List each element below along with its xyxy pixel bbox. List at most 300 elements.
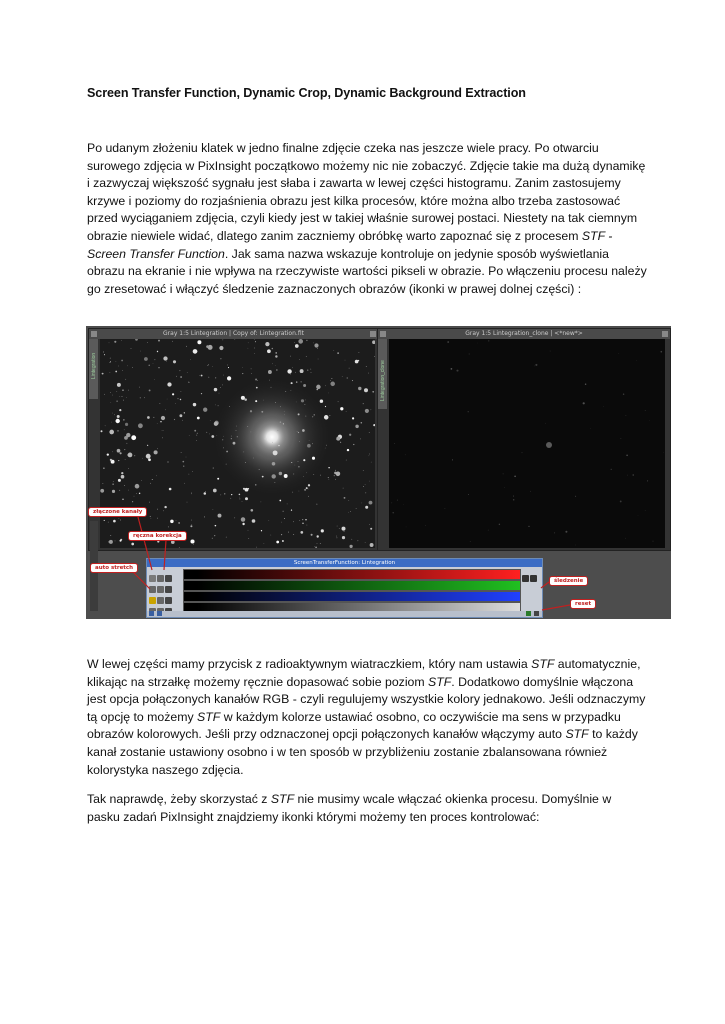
star: [336, 472, 341, 477]
star: [279, 472, 282, 475]
star: [119, 409, 121, 411]
star: [249, 538, 250, 539]
stf-dialog[interactable]: [146, 558, 543, 618]
star: [251, 373, 252, 374]
star: [166, 361, 167, 362]
star: [309, 440, 310, 441]
image-view-linear: [389, 339, 665, 548]
star: [342, 376, 343, 377]
star: [284, 518, 285, 519]
star: [218, 514, 222, 518]
star: [513, 496, 514, 497]
star: [336, 536, 337, 537]
star: [252, 519, 256, 523]
star: [119, 518, 120, 519]
star: [468, 494, 469, 495]
star: [132, 501, 133, 502]
star: [358, 540, 359, 541]
star: [470, 541, 471, 542]
star: [100, 489, 104, 493]
star: [311, 369, 312, 370]
reset-icon[interactable]: [534, 611, 539, 616]
star: [157, 509, 158, 510]
star: [154, 417, 155, 418]
window-menu-icon[interactable]: [91, 331, 97, 337]
star: [363, 486, 364, 487]
star: [128, 490, 129, 491]
star: [293, 474, 294, 475]
star: [167, 382, 171, 386]
star: [119, 490, 120, 491]
star: [182, 420, 183, 421]
paragraph-stf-options: [87, 656, 647, 779]
star: [234, 517, 235, 518]
star: [320, 543, 321, 544]
star: [231, 438, 232, 439]
star: [332, 378, 333, 379]
star: [284, 411, 285, 412]
star: [294, 342, 295, 343]
star: [303, 476, 304, 477]
star: [176, 376, 177, 377]
star: [342, 536, 345, 539]
star: [636, 360, 637, 361]
side-tab-label-right: Lintegration_clone: [380, 360, 386, 401]
star: [120, 539, 122, 541]
star: [149, 502, 150, 503]
star: [164, 506, 166, 508]
star: [456, 370, 458, 372]
star: [224, 493, 225, 494]
star: [157, 448, 158, 449]
star: [353, 444, 354, 445]
star: [301, 381, 302, 382]
star: [191, 494, 192, 495]
star: [314, 414, 315, 415]
star: [217, 435, 218, 436]
star: [226, 464, 227, 465]
star: [340, 407, 343, 410]
star: [236, 430, 237, 431]
star: [365, 493, 366, 494]
star: [284, 474, 288, 478]
star: [254, 353, 255, 354]
star: [298, 466, 300, 468]
side-tab-right[interactable]: [378, 339, 387, 409]
star: [186, 346, 187, 347]
star: [307, 444, 311, 448]
stf-titlebar: [147, 559, 542, 567]
star: [477, 343, 478, 344]
star: [151, 518, 152, 519]
star: [291, 462, 292, 463]
star: [125, 379, 126, 380]
star: [267, 349, 271, 353]
star: [248, 426, 249, 427]
star: [585, 384, 586, 385]
star: [647, 480, 648, 481]
star: [236, 426, 237, 427]
star: [268, 370, 272, 374]
star: [116, 361, 117, 362]
star: [242, 501, 243, 502]
star: [372, 391, 374, 393]
star: [330, 382, 335, 387]
star: [248, 348, 249, 349]
star: [326, 445, 327, 446]
star: [279, 500, 281, 502]
star: [125, 423, 128, 426]
stf-icons-row-1: [149, 569, 179, 578]
star: [311, 534, 313, 536]
star: [127, 366, 128, 367]
star: [365, 484, 366, 485]
star: [255, 341, 256, 342]
star: [223, 375, 224, 376]
star: [144, 357, 148, 361]
star: [275, 402, 276, 403]
star: [217, 478, 219, 480]
text-run: nie musimy wcale włączać okienka procesu. Domyślnie w pasku zadań PixInsight znajdziemy ikonki którymi możemy ten proces kontrolować:: [87, 792, 612, 824]
star: [256, 387, 258, 389]
star: [197, 340, 201, 344]
options-icon[interactable]: [530, 575, 537, 582]
star: [626, 455, 628, 457]
star: [336, 537, 337, 538]
star: [298, 339, 303, 344]
star: [178, 522, 179, 523]
star: [488, 530, 489, 531]
star: [190, 525, 192, 527]
star: [312, 416, 313, 417]
star: [325, 406, 326, 407]
star: [124, 429, 125, 430]
star: [134, 496, 135, 497]
star: [140, 398, 141, 399]
star: [104, 354, 105, 355]
emphasis-stf: STF: [531, 657, 555, 671]
star: [299, 491, 300, 492]
star: [241, 517, 245, 521]
star: [135, 484, 140, 489]
star: [300, 369, 304, 373]
window-menu-icon[interactable]: [380, 331, 386, 337]
star: [251, 432, 252, 433]
star: [179, 414, 182, 417]
stf-title: ScreenTransferFunction: Lintegration: [293, 560, 396, 566]
stf-channel-blue[interactable]: [183, 591, 521, 602]
star: [280, 421, 282, 423]
stf-channel-red[interactable]: [183, 569, 521, 580]
star: [300, 531, 303, 534]
star: [261, 411, 263, 413]
star: [226, 537, 227, 538]
star: [352, 380, 353, 381]
star: [661, 351, 663, 353]
star: [625, 538, 626, 539]
star: [222, 340, 223, 341]
star: [109, 343, 110, 344]
star: [201, 393, 202, 394]
star: [361, 422, 363, 424]
star: [169, 488, 172, 491]
star: [114, 414, 115, 415]
star: [132, 367, 133, 368]
star: [244, 398, 247, 401]
star: [290, 374, 291, 375]
star: [109, 540, 113, 544]
star: [191, 493, 192, 494]
star: [328, 467, 329, 468]
window-close-icon[interactable]: [370, 331, 376, 337]
star: [251, 368, 252, 369]
track-icon[interactable]: [526, 611, 531, 616]
star: [180, 370, 181, 371]
star: [206, 432, 207, 433]
star: [272, 442, 273, 443]
star: [134, 455, 135, 456]
star: [295, 344, 299, 348]
star: [325, 448, 326, 449]
star: [178, 398, 179, 399]
star: [306, 487, 308, 489]
star: [197, 433, 198, 434]
star: [623, 394, 624, 395]
star: [161, 416, 165, 420]
star: [110, 372, 111, 373]
star: [447, 341, 449, 343]
star: [160, 403, 161, 404]
star: [335, 470, 336, 471]
star: [138, 423, 143, 428]
star: [349, 434, 351, 436]
star: [338, 401, 339, 402]
star: [575, 545, 576, 546]
star: [276, 541, 279, 544]
new-instance-icon[interactable]: [149, 611, 154, 616]
star: [250, 410, 252, 412]
text-run: . Jak sama nazwa wskazuje kontroluje on jedynie sposób wyświetlania obrazu na ekranie i nie wpływa na rzeczywiste wartości pikseli w obrazie. Po włączeniu procesu należy go zresetować i włączyć śledzenie zaznaczonych obrazów (ikonki w prawej dolnej części) :: [87, 246, 647, 296]
text-run: w każdym kolorze ustawiać osobno, co oczywiście ma sens w przypadku obrazów kolorowych. Jeśli przy odznaczonej opcji połączonych kanałów włączymy auto: [87, 709, 621, 742]
emphasis-stf: STF - Screen Transfer Function: [87, 228, 613, 261]
star: [311, 372, 312, 373]
side-tab-left[interactable]: [89, 339, 98, 399]
star: [297, 431, 298, 432]
star: [219, 346, 223, 350]
star: [104, 394, 105, 395]
star: [187, 372, 188, 373]
text-run: Tak naprawdę, żeby skorzystać z: [87, 792, 271, 806]
star: [231, 436, 232, 437]
star: [528, 526, 529, 527]
star: [295, 372, 296, 373]
star: [275, 352, 277, 354]
star: [117, 449, 121, 453]
star: [120, 396, 121, 397]
stf-right-icons: [522, 569, 540, 611]
star: [231, 494, 232, 495]
star: [650, 420, 651, 421]
star: [365, 506, 368, 509]
star: [148, 458, 151, 461]
star: [451, 368, 453, 370]
star: [162, 430, 163, 431]
star: [248, 488, 249, 489]
star: [180, 399, 181, 400]
star-field-linear: [389, 339, 665, 548]
star: [196, 435, 197, 436]
star: [317, 389, 318, 390]
star: [349, 368, 350, 369]
star: [201, 375, 203, 377]
star: [278, 445, 279, 446]
star: [115, 541, 116, 542]
star: [351, 539, 352, 540]
star: [365, 542, 366, 543]
star: [223, 448, 224, 449]
star: [337, 526, 338, 527]
window-titlebar-left: [89, 329, 378, 339]
star: [272, 364, 273, 365]
star: [317, 543, 318, 544]
star: [253, 458, 254, 459]
star: [368, 373, 369, 374]
star: [403, 504, 404, 505]
star: [504, 487, 505, 488]
star: [128, 468, 129, 469]
star: [305, 404, 306, 405]
star: [359, 352, 360, 353]
apply-icon[interactable]: [157, 611, 162, 616]
star: [155, 359, 156, 360]
star: [355, 425, 358, 428]
star: [621, 438, 622, 439]
star: [182, 461, 184, 463]
star: [344, 497, 346, 499]
star: [231, 498, 232, 499]
text-run: to każdy kanał zostanie ustawiony osobno i w ten sposób w przybliżeniu zostanie zbalansowana również kolorystyka naszego zdjęcia.: [87, 727, 638, 777]
star: [162, 437, 163, 438]
star: [256, 547, 257, 548]
star: [333, 350, 334, 351]
star: [312, 457, 315, 460]
track-view-icon[interactable]: [522, 575, 529, 582]
star: [575, 496, 576, 497]
star: [142, 458, 143, 459]
side-tab-label-left: Lintegration: [91, 352, 97, 379]
star: [192, 524, 193, 525]
star: [283, 423, 284, 424]
star: [175, 403, 176, 404]
star: [192, 471, 193, 472]
star: [213, 509, 214, 510]
star: [349, 500, 350, 501]
callout-tracking: śledzenie: [549, 576, 588, 586]
star: [122, 370, 123, 371]
star: [125, 459, 126, 460]
star: [314, 546, 315, 547]
star: [296, 402, 297, 403]
star: [193, 403, 196, 406]
star: [340, 442, 341, 443]
star: [445, 508, 446, 509]
star: [245, 462, 246, 463]
window-close-icon[interactable]: [662, 331, 668, 337]
star: [302, 429, 305, 432]
star: [275, 355, 277, 357]
star: [366, 366, 367, 367]
star: [349, 545, 352, 548]
star: [159, 367, 160, 368]
star: [298, 461, 299, 462]
star: [213, 489, 217, 493]
emphasis-stf: STF: [565, 727, 589, 742]
star: [120, 452, 122, 454]
star: [272, 462, 276, 466]
star: [313, 343, 314, 344]
paragraph-intro: [87, 140, 647, 298]
star: [305, 400, 306, 401]
star: [112, 413, 113, 414]
star: [222, 439, 223, 440]
star: [255, 378, 257, 380]
star: [212, 366, 213, 367]
star: [369, 481, 370, 482]
paragraph-taskbar: [87, 791, 647, 826]
star: [120, 520, 121, 521]
star: [189, 474, 190, 475]
star: [299, 441, 300, 442]
stf-icons-row-3: [149, 591, 179, 600]
star: [110, 361, 111, 362]
star: [254, 348, 255, 349]
star: [272, 348, 274, 350]
star: [118, 366, 119, 367]
star: [222, 385, 223, 386]
star: [287, 504, 288, 505]
star: [197, 417, 200, 420]
star: [280, 407, 281, 408]
star: [627, 475, 628, 476]
star: [394, 443, 395, 444]
star: [269, 520, 270, 521]
stf-channel-green[interactable]: [183, 580, 521, 591]
stf-icons-row-4: [149, 602, 179, 611]
star: [261, 502, 262, 503]
star: [139, 493, 140, 494]
star: [273, 450, 278, 455]
star: [223, 436, 224, 437]
star: [117, 383, 121, 387]
star: [112, 395, 113, 396]
star: [101, 430, 103, 432]
star: [318, 359, 319, 360]
star: [307, 525, 308, 526]
star: [337, 352, 338, 353]
star: [105, 426, 106, 427]
star: [190, 539, 194, 543]
star: [261, 530, 262, 531]
star: [292, 368, 293, 369]
star: [369, 524, 370, 525]
star: [183, 466, 184, 467]
star: [255, 484, 256, 485]
star: [146, 454, 151, 459]
star: [176, 520, 177, 521]
star: [208, 377, 209, 378]
star: [370, 528, 372, 530]
star: [114, 341, 116, 343]
